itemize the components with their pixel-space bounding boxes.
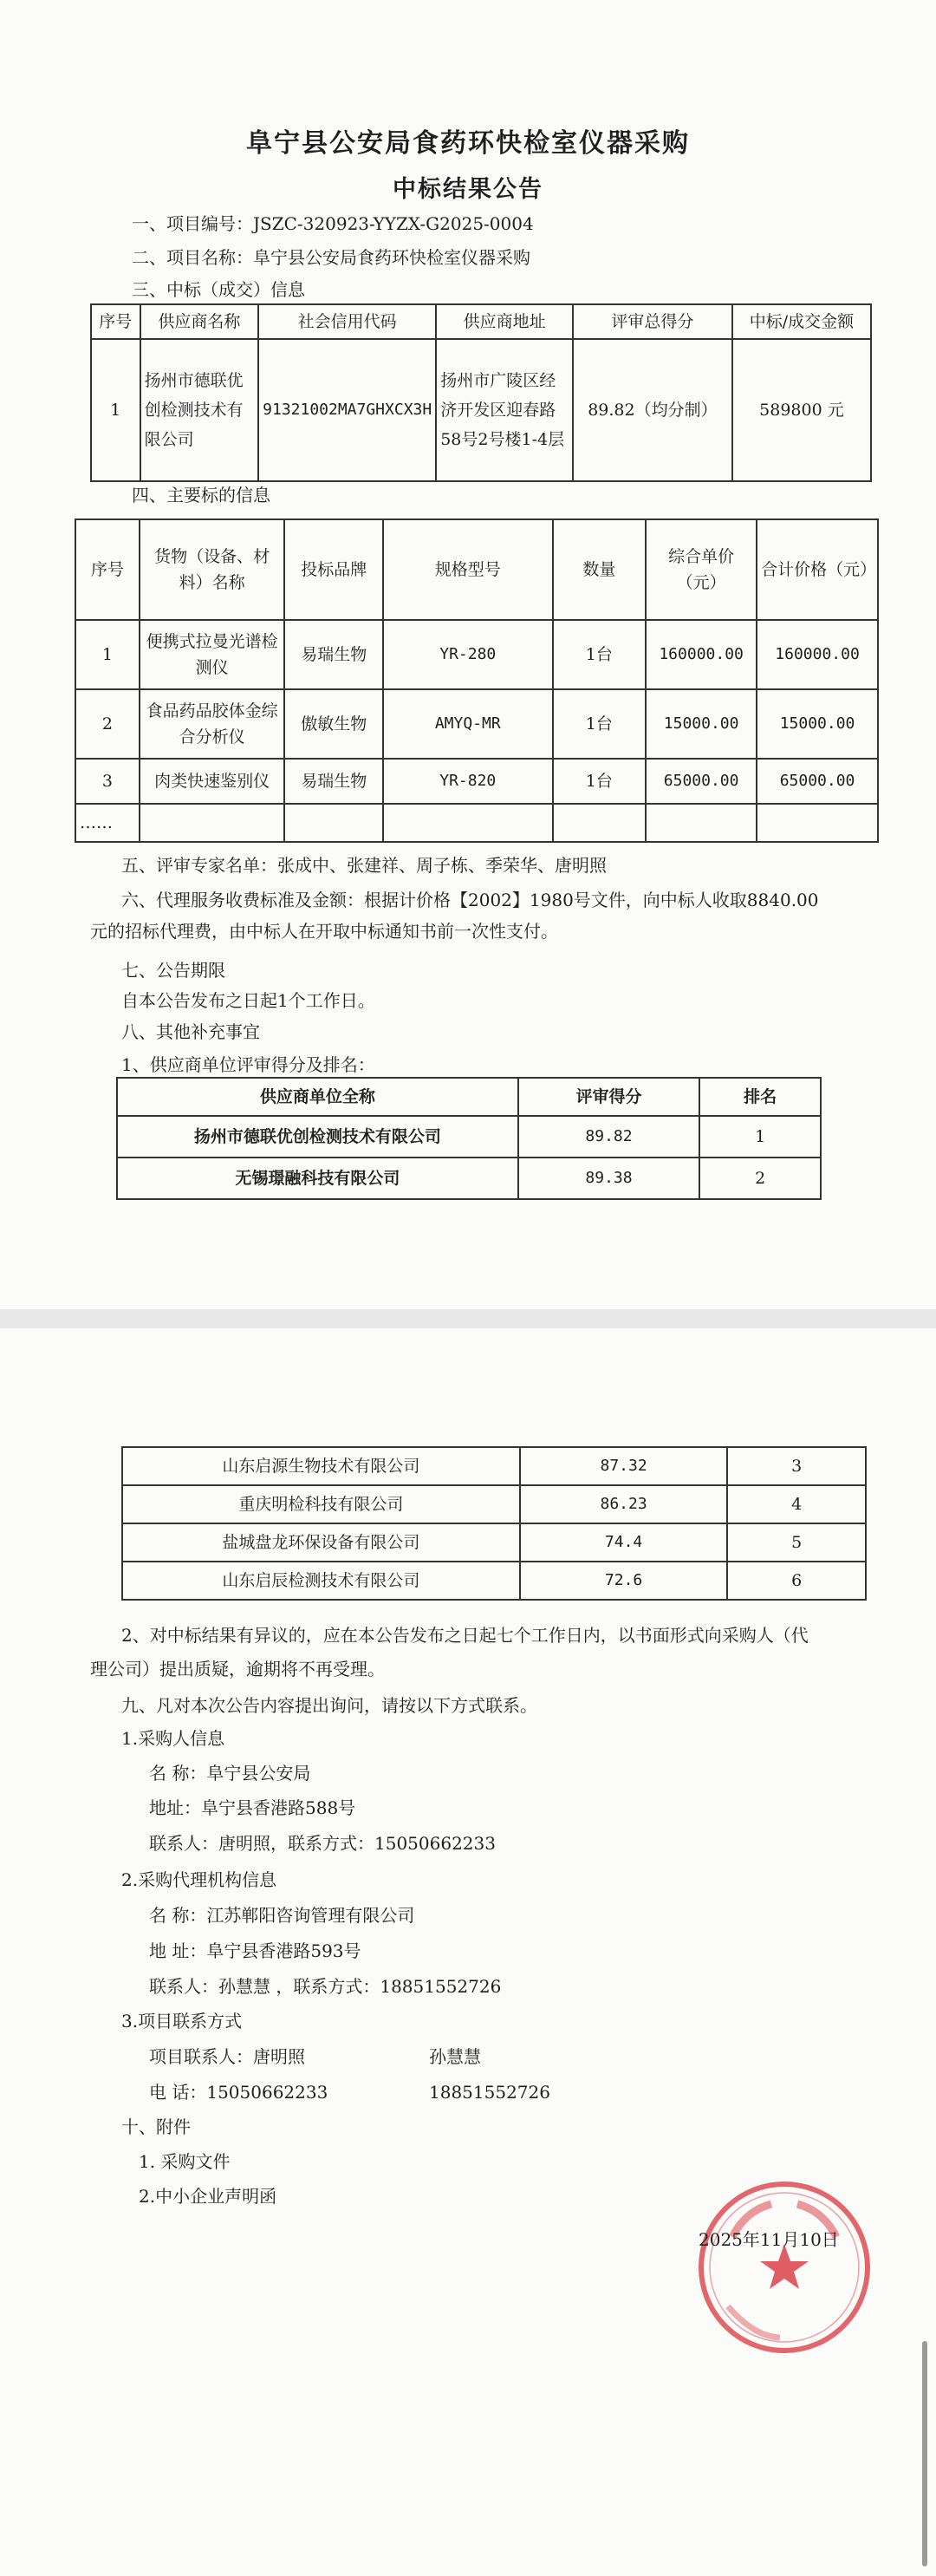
table-cell <box>553 804 647 842</box>
table-cell: 89.38 <box>518 1158 700 1199</box>
table-cell: 15000.00 <box>646 689 757 759</box>
scrollbar-thumb[interactable] <box>922 2341 927 2566</box>
agency-name: 名 称：江苏郸阳咨询管理有限公司 <box>149 1905 415 1926</box>
table-row <box>91 339 871 481</box>
project-code: 一、项目编号：JSZC-320923-YYZX-G2025-0004 <box>132 213 534 234</box>
header-cell: 排名 <box>699 1078 821 1116</box>
header-cell: 中标/成交金额 <box>732 304 871 339</box>
table-cell: 傲敏生物 <box>284 689 383 759</box>
header-cell: 货物（设备、材料）名称 <box>140 519 285 620</box>
section-8-sub1: 1、供应商单位评审得分及排名： <box>121 1054 375 1075</box>
table-cell: 1台 <box>553 689 647 759</box>
table-cell: 扬州市广陵区经济开发区迎春路58号2号楼1-4层 <box>436 339 573 481</box>
header-cell: 供应商名称 <box>140 304 259 339</box>
table-cell: 易瑞生物 <box>284 620 383 689</box>
table-row <box>122 1562 866 1600</box>
project-name: 二、项目名称：阜宁县公安局食药环快检室仪器采购 <box>132 247 530 268</box>
table-cell: 山东启源生物技术有限公司 <box>122 1447 520 1485</box>
table-cell: 65000.00 <box>757 759 878 804</box>
table-cell: 易瑞生物 <box>284 759 383 804</box>
header-cell: 社会信用代码 <box>258 304 436 339</box>
section-7-heading: 七、公告期限 <box>121 960 225 981</box>
table-cell: 15000.00 <box>757 689 878 759</box>
table-cell: 65000.00 <box>646 759 757 804</box>
table-row <box>75 620 878 689</box>
table-cell <box>284 804 383 842</box>
table-cell: 1台 <box>553 620 647 689</box>
header-cell: 综合单价（元） <box>646 519 757 620</box>
table-row <box>75 759 878 804</box>
header-cell: 评审得分 <box>518 1078 700 1116</box>
ranking-table <box>116 1077 822 1200</box>
table-cell: 盐城盘龙环保设备有限公司 <box>122 1523 520 1562</box>
section-7-text: 自本公告发布之日起1个工作日。 <box>121 990 375 1011</box>
table-cell: 食品药品胶体金综合分析仪 <box>140 689 285 759</box>
table-cell: 重庆明检科技有限公司 <box>122 1485 520 1523</box>
table-row <box>117 1158 821 1199</box>
table-cell: 2 <box>75 689 140 759</box>
table-cell: 山东启辰检测技术有限公司 <box>122 1562 520 1600</box>
header-cell: 供应商地址 <box>436 304 573 339</box>
table-cell: 86.23 <box>520 1485 728 1523</box>
table-cell: 160000.00 <box>646 620 757 689</box>
agency-contact: 联系人：孙慧慧 ，联系方式：18851552726 <box>149 1976 502 1997</box>
table-cell: 87.32 <box>520 1447 728 1485</box>
table-cell: 3 <box>727 1447 866 1485</box>
table-cell: 72.6 <box>520 1562 728 1600</box>
header-cell: 合计价格（元） <box>757 519 878 620</box>
table-row <box>122 1485 866 1523</box>
section-8-sub2-line1: 2、对中标结果有异议的，应在本公告发布之日起七个工作日内，以书面形式向采购人（代 <box>121 1625 809 1646</box>
table-header-row <box>117 1078 821 1116</box>
project-contact-phone: 电 话：15050662233 <box>149 2082 328 2103</box>
purchaser-name: 名 称：阜宁县公安局 <box>149 1763 311 1784</box>
table-header-row <box>91 304 871 339</box>
table-cell: 扬州市德联优创检测技术有限公司 <box>140 339 259 481</box>
section-3-heading: 三、中标（成交）信息 <box>132 279 305 300</box>
agency-title: 2.采购代理机构信息 <box>121 1869 277 1890</box>
purchaser-contact: 联系人：唐明照，联系方式：15050662233 <box>149 1833 496 1854</box>
section-8-sub2-line2: 理公司）提出质疑，逾期将不再受理。 <box>90 1659 385 1679</box>
document-page-2 <box>0 1328 936 2576</box>
table-row <box>75 804 878 842</box>
section-10-heading: 十、附件 <box>121 2116 191 2137</box>
ranking-table-continued <box>121 1446 867 1601</box>
table-row <box>122 1523 866 1562</box>
official-seal-stamp <box>693 2176 875 2358</box>
header-cell: 评审总得分 <box>573 304 732 339</box>
table-cell: 无锡璟融科技有限公司 <box>117 1158 518 1199</box>
table-cell: 扬州市德联优创检测技术有限公司 <box>117 1116 518 1158</box>
header-cell: 数量 <box>553 519 647 620</box>
winner-table <box>90 303 872 482</box>
project-contact-person-2: 孙慧慧 <box>429 2046 481 2067</box>
table-cell: 160000.00 <box>757 620 878 689</box>
table-cell <box>646 804 757 842</box>
table-cell: AMYQ-MR <box>383 689 552 759</box>
table-cell: 6 <box>727 1562 866 1600</box>
table-cell: 589800 元 <box>732 339 871 481</box>
items-table <box>75 518 879 843</box>
table-cell: 1台 <box>553 759 647 804</box>
section-4-heading: 四、主要标的信息 <box>132 485 270 505</box>
table-cell <box>383 804 552 842</box>
section-5-experts: 五、评审专家名单：张成中、张建祥、周子栋、季荣华、唐明照 <box>121 855 607 876</box>
header-cell: 序号 <box>75 519 140 620</box>
table-cell: …… <box>75 804 140 842</box>
document-subtitle: 中标结果公告 <box>393 176 543 203</box>
table-row <box>117 1116 821 1158</box>
table-cell: 91321002MA7GHXCX3H <box>258 339 436 481</box>
table-cell: 2 <box>699 1158 821 1199</box>
table-cell <box>140 804 285 842</box>
table-cell: 89.82（均分制） <box>573 339 732 481</box>
table-header-row <box>75 519 878 620</box>
table-cell: 便携式拉曼光谱检测仪 <box>140 620 285 689</box>
table-cell: 4 <box>727 1485 866 1523</box>
table-cell: 1 <box>91 339 140 481</box>
table-cell: 肉类快速鉴别仪 <box>140 759 285 804</box>
section-9-heading: 九、凡对本次公告内容提出询问，请按以下方式联系。 <box>121 1695 537 1716</box>
document-title: 阜宁县公安局食药环快检室仪器采购 <box>246 128 690 159</box>
table-row <box>75 689 878 759</box>
section-8-heading: 八、其他补充事宜 <box>121 1021 260 1042</box>
table-cell: 1 <box>75 620 140 689</box>
table-cell: 1 <box>699 1116 821 1158</box>
table-cell: 3 <box>75 759 140 804</box>
table-cell: YR-820 <box>383 759 552 804</box>
section-6-fee-line2: 元的招标代理费，由中标人在开取中标通知书前一次性支付。 <box>90 921 558 942</box>
table-row <box>122 1447 866 1485</box>
project-contact-person: 项目联系人：唐明照 <box>149 2046 305 2067</box>
purchaser-address: 地址：阜宁县香港路588号 <box>149 1797 356 1818</box>
purchaser-title: 1.采购人信息 <box>121 1728 225 1749</box>
attachment-item[interactable]: 1. 采购文件 <box>139 2151 231 2172</box>
table-cell: YR-280 <box>383 620 552 689</box>
header-cell: 投标品牌 <box>284 519 383 620</box>
agency-address: 地 址：阜宁县香港路593号 <box>149 1940 361 1961</box>
section-6-fee-line1: 六、代理服务收费标准及金额：根据计价格【2002】1980号文件，向中标人收取8840.00 <box>121 890 819 910</box>
table-cell <box>757 804 878 842</box>
header-cell: 序号 <box>91 304 140 339</box>
table-cell: 89.82 <box>518 1116 700 1158</box>
attachment-item[interactable]: 2.中小企业声明函 <box>139 2186 277 2207</box>
project-contact-title: 3.项目联系方式 <box>121 2011 243 2031</box>
table-cell: 74.4 <box>520 1523 728 1562</box>
project-contact-phone-2: 18851552726 <box>429 2082 550 2103</box>
header-cell: 供应商单位全称 <box>117 1078 518 1116</box>
header-cell: 规格型号 <box>383 519 552 620</box>
table-cell: 5 <box>727 1523 866 1562</box>
announcement-date: 2025年11月10日 <box>699 2229 839 2250</box>
